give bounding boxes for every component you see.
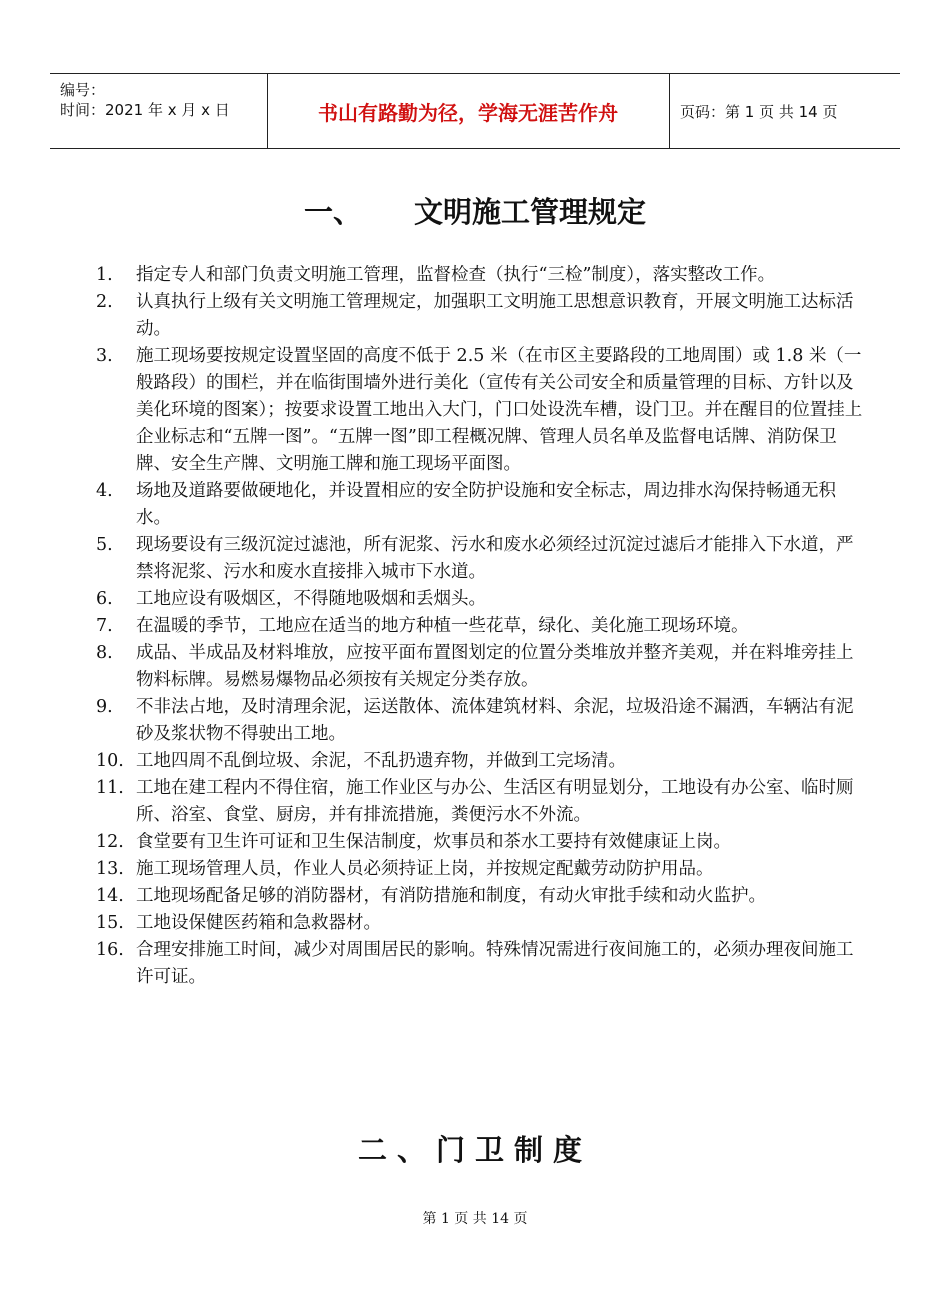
rule-number: 16. (96, 940, 124, 960)
rule-text: 在温暖的季节，工地应在适当的地方种植一些花草，绿化、美化施工现场环境。 (136, 616, 749, 636)
rule-number: 12. (96, 832, 124, 852)
number-label: 编号： (60, 81, 106, 99)
rule-text: 施工现场管理人员，作业人员必须持证上岗，并按规定配戴劳动防护用品。 (136, 859, 714, 879)
rule-number: 5. (96, 535, 113, 555)
rule-number: 7. (96, 616, 113, 636)
page-footer: 第 1 页 共 14 页 (422, 1211, 528, 1227)
rule-item (96, 343, 866, 478)
time-label: 时间：2021 年 x 月 x 日 (60, 101, 230, 119)
rule-item (96, 937, 866, 991)
rule-text: 场地及道路要做硬地化，并设置相应的安全防护设施和安全标志，周边排水沟保持畅通无积水。 (136, 481, 836, 528)
document-header (50, 73, 900, 149)
section-1-number: 一、 (303, 195, 362, 229)
rule-item (96, 613, 866, 640)
rule-number: 1. (96, 265, 113, 285)
rule-text: 成品、半成品及材料堆放，应按平面布置图划定的位置分类堆放并整齐美观，并在料堆旁挂上物料标牌。易燃易爆物品必须按有关规定分类存放。 (136, 643, 854, 690)
rule-number: 3. (96, 346, 113, 366)
section-1-text: 文明施工管理规定 (414, 195, 647, 229)
rule-text: 现场要设有三级沉淀过滤池，所有泥浆、污水和废水必须经过沉淀过滤后才能排入下水道，严禁将泥浆、污水和废水直接排入城市下水道。 (136, 535, 854, 582)
rule-number: 8. (96, 643, 113, 663)
rule-text: 工地在建工程内不得住宿，施工作业区与办公、生活区有明显划分，工地设有办公室、临时厕所、浴室、食堂、厨房，并有排流措施，粪便污水不外流。 (136, 778, 854, 825)
rule-number: 11. (96, 778, 124, 798)
rule-item (96, 883, 866, 910)
rule-item (96, 829, 866, 856)
rule-text: 施工现场要按规定设置坚固的高度不低于 2.5 米（在市区主要路段的工地周围）或 1.8 米（一般路段）的围栏，并在临街围墙外进行美化（宣传有关公司安全和质量管理的目标、方针以及美化环境的图案）；按要求设置工地出入大门，门口处设洗车槽，设门卫。并在醒目的位置挂上企业标志和“五牌一图”。“五牌一图”即工程概况牌、管理人员名单及监督电话牌、消防保卫牌、安全生产牌、文明施工牌和施工现场平面图。 (136, 346, 863, 474)
rule-text: 不非法占地，及时清理余泥，运送散体、流体建筑材料、余泥，垃圾沿途不漏洒，车辆沾有泥砂及浆状物不得驶出工地。 (136, 697, 854, 744)
rule-item (96, 775, 866, 829)
rule-number: 10. (96, 751, 124, 771)
rule-text: 合理安排施工时间，减少对周围居民的影响。特殊情况需进行夜间施工的，必须办理夜间施工许可证。 (136, 940, 854, 987)
header-divider (669, 74, 670, 148)
header-motto: 书山有路勤为径，学海无涯苦作舟 (318, 100, 618, 125)
rule-text: 工地四周不乱倒垃圾、余泥，不乱扔遗弃物，并做到工完场清。 (136, 751, 626, 771)
rule-number: 15. (96, 913, 124, 933)
rule-number: 9. (96, 697, 113, 717)
rule-number: 14. (96, 886, 124, 906)
rule-item (96, 478, 866, 532)
rule-number: 2. (96, 292, 113, 312)
rule-text: 食堂要有卫生许可证和卫生保洁制度，炊事员和茶水工要持有效健康证上岗。 (136, 832, 731, 852)
rule-item (96, 532, 866, 586)
rule-item (96, 640, 866, 694)
header-meta (60, 80, 230, 120)
section-1-title (0, 190, 950, 231)
rule-item (96, 856, 866, 883)
rule-text: 工地应设有吸烟区，不得随地吸烟和丢烟头。 (136, 589, 486, 609)
rule-number: 13. (96, 859, 124, 879)
header-page-info: 页码：第 1 页 共 14 页 (680, 102, 838, 121)
rule-item (96, 748, 866, 775)
rules-list (96, 262, 866, 991)
section-2-title: 二、门卫制度 (357, 1133, 592, 1167)
rule-text: 指定专人和部门负责文明施工管理，监督检查（执行“三检”制度），落实整改工作。 (136, 265, 776, 285)
rule-text: 认真执行上级有关文明施工管理规定，加强职工文明施工思想意识教育，开展文明施工达标活动。 (136, 292, 854, 339)
rule-text: 工地现场配备足够的消防器材，有消防措施和制度，有动火审批手续和动火监护。 (136, 886, 766, 906)
rule-number: 4. (96, 481, 113, 501)
rule-number: 6. (96, 589, 113, 609)
rule-item (96, 262, 866, 289)
rule-item (96, 289, 866, 343)
rule-text: 工地设保健医药箱和急救器材。 (136, 913, 381, 933)
rule-item (96, 694, 866, 748)
rule-item (96, 910, 866, 937)
rule-item (96, 586, 866, 613)
